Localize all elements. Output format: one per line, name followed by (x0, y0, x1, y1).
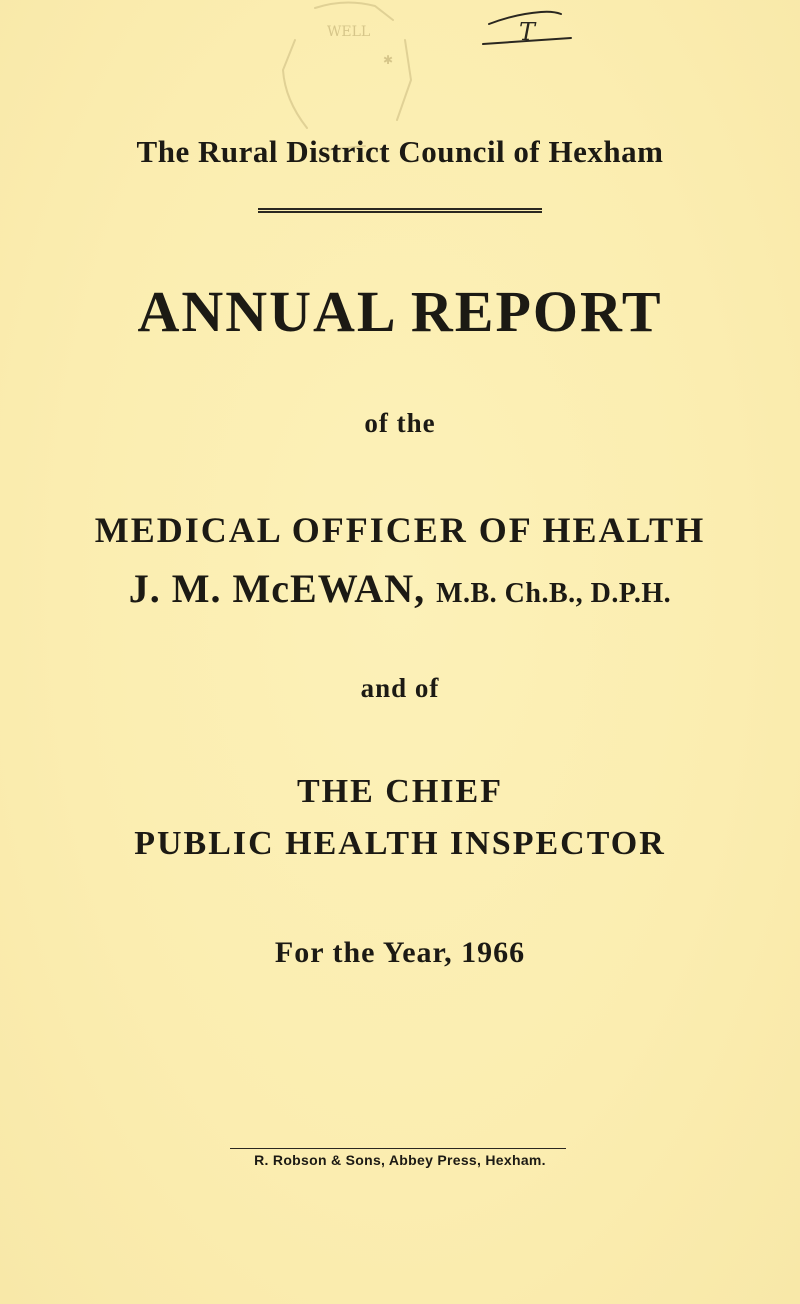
printer-rule (230, 1148, 566, 1149)
report-year: For the Year, 1966 (274, 936, 526, 969)
medical-officer-qualifications: M.B. Ch.B., D.P.H. (436, 578, 672, 609)
report-title: ANNUAL REPORT (137, 279, 663, 344)
double-rule-divider (258, 208, 542, 213)
svg-text:WELL: WELL (327, 24, 371, 40)
svg-text:✱: ✱ (383, 53, 394, 67)
library-mark-letter: T (519, 18, 536, 46)
and-of-text: and of (360, 673, 440, 703)
medical-officer-name-line (0, 565, 800, 612)
of-the-text: of the (364, 408, 436, 438)
medical-officer-name: J. M. McEWAN, (128, 566, 426, 611)
inspector-line-2: PUBLIC HEALTH INSPECTOR (134, 825, 666, 862)
inspector-line-1: THE CHIEF (297, 773, 503, 810)
library-pen-mark (475, 0, 585, 50)
medical-officer-role: MEDICAL OFFICER OF HEALTH (94, 510, 706, 550)
printer-imprint: R. Robson & Sons, Abbey Press, Hexham. (254, 1152, 546, 1168)
council-heading: The Rural District Council of Hexham (136, 134, 664, 169)
